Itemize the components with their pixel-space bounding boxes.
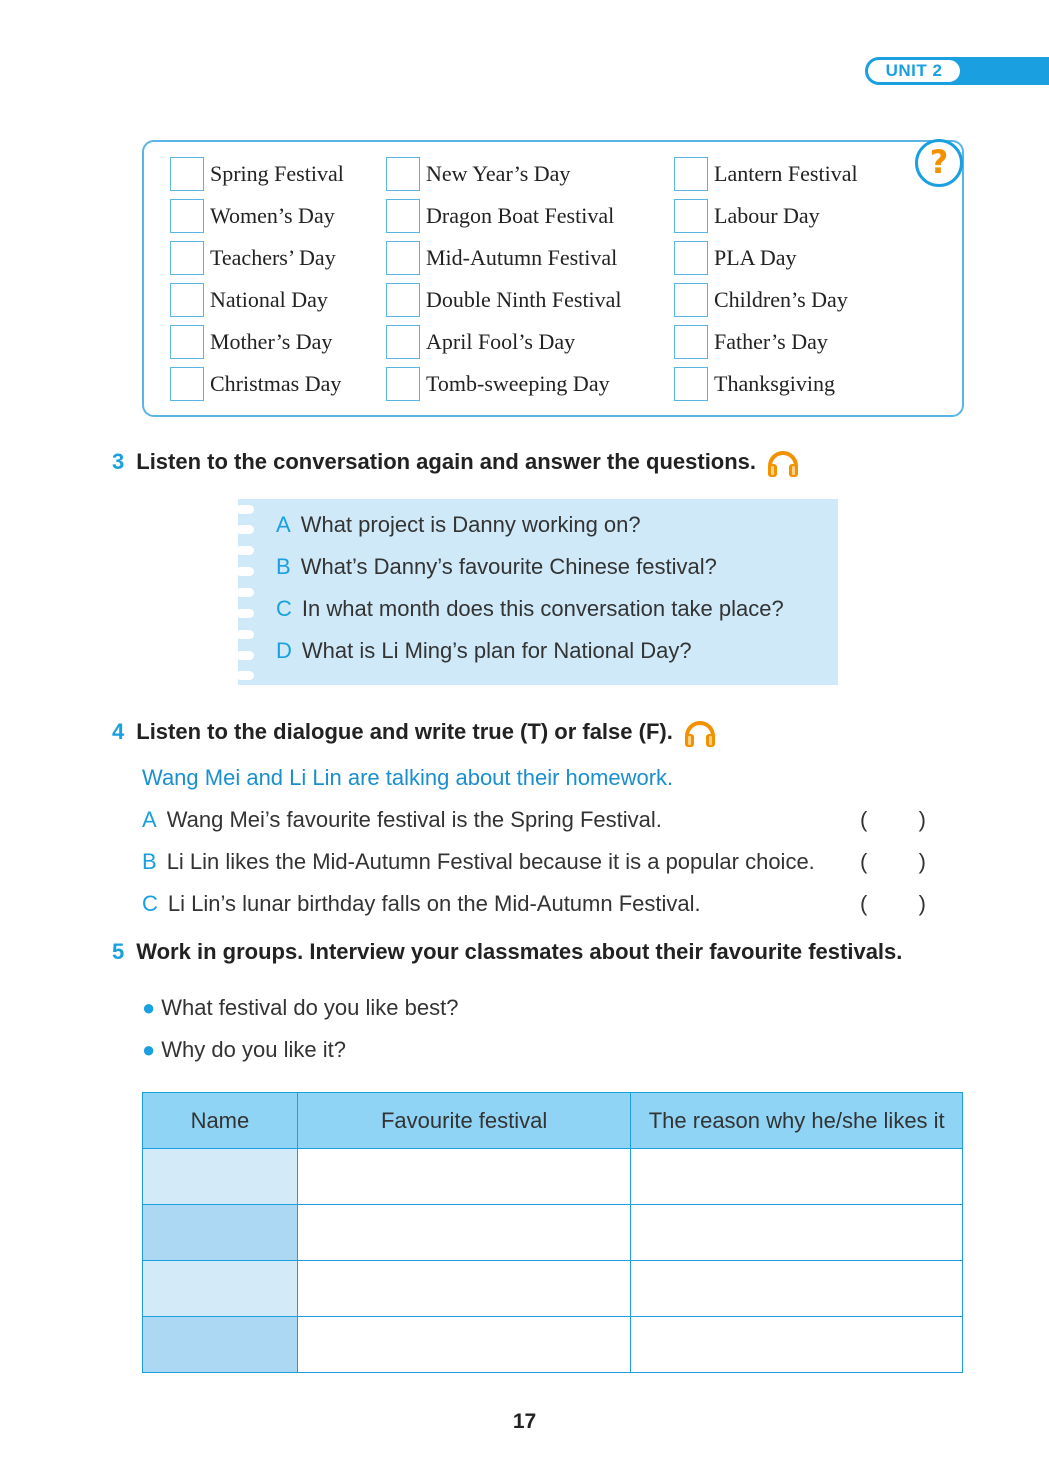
festival-item[interactable]: [674, 283, 848, 317]
reason-cell[interactable]: [631, 1149, 963, 1205]
festival-item[interactable]: [386, 283, 622, 317]
checkbox[interactable]: [386, 199, 420, 233]
section-3-heading: [112, 446, 800, 478]
festival-item[interactable]: [170, 241, 336, 275]
notebook-ring: [236, 588, 254, 597]
checkbox[interactable]: [674, 283, 708, 317]
festival-label: Children’s Day: [714, 287, 848, 312]
section-number: 3: [112, 449, 125, 474]
name-cell[interactable]: [143, 1261, 298, 1317]
festival-item[interactable]: [674, 199, 820, 233]
checkbox[interactable]: [674, 325, 708, 359]
question-letter: A: [276, 512, 291, 537]
checkbox[interactable]: [386, 157, 420, 191]
tf-statement: [142, 891, 942, 921]
bullet-item: ● What festival do you like best?: [142, 995, 459, 1020]
bullet-item: ● Why do you like it?: [142, 1037, 346, 1062]
column-header-reason: The reason why he/she likes it: [631, 1093, 963, 1149]
section-title: Listen to the conversation again and answer the questions.: [136, 449, 757, 474]
question-item: [276, 596, 784, 622]
notebook-ring: [236, 609, 254, 618]
festival-label: Labour Day: [714, 203, 820, 228]
festival-label: Mid-Autumn Festival: [426, 245, 618, 270]
name-cell[interactable]: [143, 1205, 298, 1261]
checkbox[interactable]: [170, 325, 204, 359]
interview-table: [142, 1092, 963, 1373]
statement-letter: A: [142, 807, 157, 832]
statement-text: Wang Mei’s favourite festival is the Spring Festival.: [166, 807, 662, 832]
question-mark-icon: ?: [915, 139, 963, 187]
festival-label: Christmas Day: [210, 371, 342, 396]
section-title: Listen to the dialogue and write true (T) or false (F).: [136, 719, 673, 744]
headphones-icon[interactable]: [683, 716, 717, 748]
festival-item[interactable]: [170, 367, 341, 401]
festival-label: April Fool’s Day: [426, 329, 576, 354]
festival-item[interactable]: [386, 325, 575, 359]
festival-item[interactable]: [674, 157, 858, 191]
table-row: [143, 1261, 963, 1317]
festival-label: Women’s Day: [210, 203, 335, 228]
festival-item[interactable]: [674, 367, 835, 401]
question-item: [276, 554, 717, 580]
bullet-dot-icon: ●: [142, 1037, 156, 1062]
checkbox[interactable]: [386, 367, 420, 401]
column-header-festival: Favourite festival: [297, 1093, 631, 1149]
question-letter: D: [276, 638, 292, 663]
checkbox[interactable]: [386, 325, 420, 359]
festival-label: Tomb-sweeping Day: [426, 371, 610, 396]
notebook-ring: [236, 651, 254, 660]
festival-cell[interactable]: [297, 1149, 631, 1205]
festival-item[interactable]: [386, 199, 614, 233]
notebook-ring: [236, 567, 254, 576]
festival-cell[interactable]: [297, 1205, 631, 1261]
section-4-heading: [112, 716, 717, 748]
table-row: [143, 1317, 963, 1373]
festival-item[interactable]: [386, 157, 570, 191]
festival-item[interactable]: [674, 241, 797, 275]
festival-label: Lantern Festival: [714, 161, 858, 186]
notebook-ring: [236, 505, 254, 514]
checkbox[interactable]: [170, 157, 204, 191]
festival-label: National Day: [210, 287, 328, 312]
bullet-dot-icon: ●: [142, 995, 156, 1020]
checkbox[interactable]: [674, 199, 708, 233]
tf-statement: [142, 807, 942, 837]
question-letter: C: [276, 596, 292, 621]
questions-notebook: [238, 499, 838, 685]
festival-label: Mother’s Day: [210, 329, 333, 354]
checkbox[interactable]: [674, 241, 708, 275]
statement-letter: B: [142, 849, 157, 874]
festival-item[interactable]: [170, 157, 344, 191]
festival-cell[interactable]: [297, 1261, 631, 1317]
checkbox[interactable]: [386, 241, 420, 275]
festival-item[interactable]: [386, 241, 617, 275]
festival-label: Spring Festival: [210, 161, 344, 186]
statement-text: Li Lin’s lunar birthday falls on the Mid-Autumn Festival.: [167, 891, 701, 916]
reason-cell[interactable]: [631, 1205, 963, 1261]
question-item: [276, 512, 641, 538]
question-letter: B: [276, 554, 291, 579]
checkbox[interactable]: [170, 241, 204, 275]
reason-cell[interactable]: [631, 1261, 963, 1317]
festival-item[interactable]: [170, 283, 328, 317]
question-text: In what month does this conversation take place?: [301, 596, 784, 621]
festival-cell[interactable]: [297, 1317, 631, 1373]
answer-blank[interactable]: ( ): [860, 849, 926, 874]
question-text: What project is Danny working on?: [300, 512, 641, 537]
festival-label: Thanksgiving: [714, 371, 835, 396]
answer-blank[interactable]: ( ): [860, 891, 926, 916]
festival-label: New Year’s Day: [426, 161, 571, 186]
checkbox[interactable]: [674, 157, 708, 191]
checkbox[interactable]: [386, 283, 420, 317]
tf-statement: [142, 849, 942, 879]
festival-label: Teachers’ Day: [210, 245, 336, 270]
question-text: What is Li Ming’s plan for National Day?: [301, 638, 692, 663]
dialogue-intro: Wang Mei and Li Lin are talking about their homework.: [142, 765, 674, 790]
festival-item[interactable]: [674, 325, 828, 359]
answer-blank[interactable]: ( ): [860, 807, 926, 832]
headphones-icon[interactable]: [766, 446, 800, 478]
column-header-name: Name: [143, 1093, 298, 1149]
section-title: Work in groups. Interview your classmates about their favourite festivals.: [136, 939, 903, 964]
page-number: 17: [512, 1410, 537, 1433]
unit-tab: [865, 57, 1049, 85]
checkbox[interactable]: [674, 367, 708, 401]
table-row: [143, 1149, 963, 1205]
section-number: 5: [112, 939, 125, 964]
checkbox[interactable]: [170, 367, 204, 401]
checkbox[interactable]: [170, 199, 204, 233]
section-number: 4: [112, 719, 125, 744]
statement-letter: C: [142, 891, 158, 916]
section-5-heading: [112, 939, 902, 965]
statement-text: Li Lin likes the Mid-Autumn Festival because it is a popular choice.: [166, 849, 815, 874]
checkbox[interactable]: [170, 283, 204, 317]
name-cell[interactable]: [143, 1317, 298, 1373]
notebook-ring: [236, 546, 254, 555]
festival-item[interactable]: [170, 199, 335, 233]
festival-label: PLA Day: [714, 245, 797, 270]
table-row: [143, 1205, 963, 1261]
unit-label: UNIT 2: [865, 57, 963, 85]
festival-label: Double Ninth Festival: [426, 287, 622, 312]
festival-item[interactable]: [386, 367, 610, 401]
festival-label: Father’s Day: [714, 329, 828, 354]
question-item: [276, 638, 692, 664]
table-header-row: [143, 1093, 963, 1149]
name-cell[interactable]: [143, 1149, 298, 1205]
festival-label: Dragon Boat Festival: [426, 203, 615, 228]
notebook-ring: [236, 630, 254, 639]
notebook-ring: [236, 671, 254, 680]
notebook-ring: [236, 525, 254, 534]
reason-cell[interactable]: [631, 1317, 963, 1373]
question-text: What’s Danny’s favourite Chinese festival?: [300, 554, 717, 579]
festival-item[interactable]: [170, 325, 332, 359]
